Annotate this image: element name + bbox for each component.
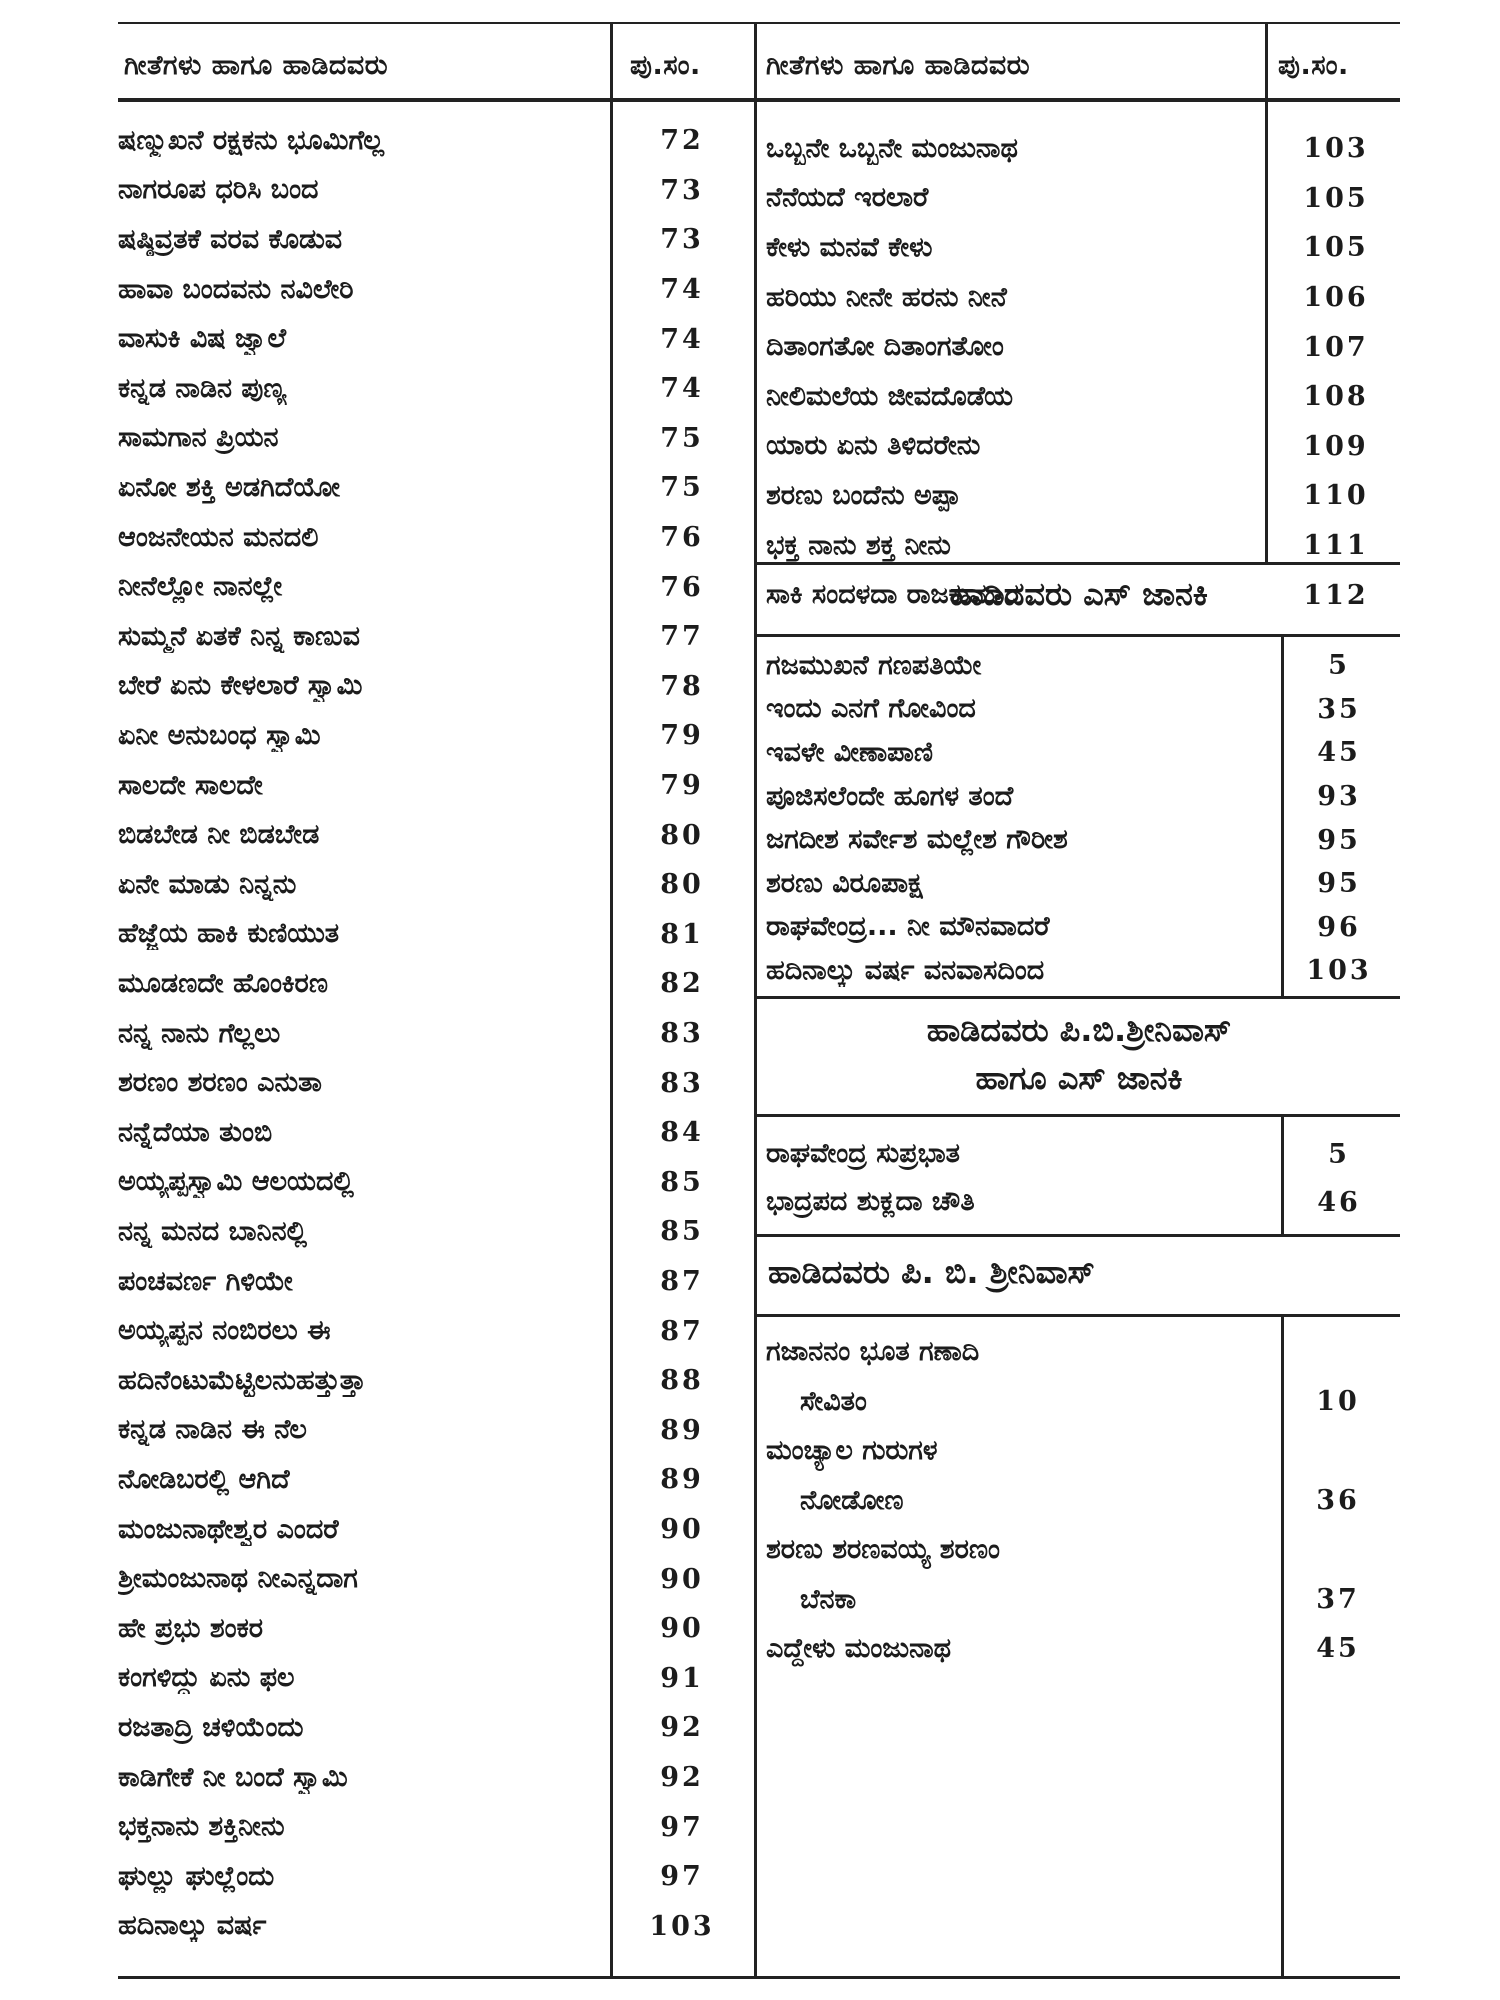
janaki-song-title: ಇವಳೇ ವೀಣಾಪಾಣಿ (766, 736, 934, 768)
left-song-row (118, 1654, 704, 1704)
left-song-page-number: 84 (660, 1117, 704, 1149)
janaki-song-page-number: 96 (1317, 911, 1361, 943)
left-header-page: ಪು.ಸಂ. (630, 50, 701, 81)
right-song-page-number: 105 (1303, 182, 1369, 214)
janaki-song-title: ಶರಣು ವಿರೂಪಾಕ್ಷ (766, 867, 923, 899)
janaki-song-page-number: 35 (1317, 693, 1361, 725)
left-song-page-number: 75 (660, 422, 704, 454)
janaki-song-page-number: 45 (1317, 737, 1361, 769)
left-song-title: ನನ್ನೆದೆಯಾ ತುಂಬಿ (118, 1116, 273, 1148)
left-song-title: ಕಂಗಳಿದ್ದು ಏನು ಫಲ (118, 1662, 295, 1694)
janaki-song-page-number: 5 (1328, 650, 1350, 682)
left-song-title: ಅಯ್ಯಪ್ಪನ ನಂಬಿರಲು ಈ (118, 1315, 331, 1347)
left-song-row (118, 215, 704, 265)
left-song-page-number: 91 (660, 1662, 704, 1694)
section-heading-duet-line1: ಹಾಡಿದವರು ಪಿ.ಬಿ.ಶ್ರೀನಿವಾಸ್ (926, 1011, 1232, 1049)
left-song-title: ಮಂಜುನಾಥೇಶ್ವರ ಎಂದರೆ (118, 1513, 339, 1545)
left-song-row (118, 1753, 704, 1803)
left-song-page-number: 80 (660, 869, 704, 901)
left-song-page-number: 74 (660, 373, 704, 405)
left-song-page-number: 76 (660, 571, 704, 603)
duet-song-title: ಭಾದ್ರಪದ ಶುಕ್ಲದಾ ಚೌತಿ (766, 1186, 975, 1217)
left-song-row (118, 1554, 704, 1604)
section-heading-pbs: ಹಾಡಿದವರು ಪಿ. ಬಿ. ಶ್ರೀನಿವಾಸ್ (768, 1253, 1095, 1291)
right-song-title: ನೆನೆಯದೆ ಇರಲಾರೆ (766, 182, 929, 214)
janaki-song-title: ರಾಘವೇಂದ್ರ... ನೀ ಮೌನವಾದರೆ (766, 911, 1050, 943)
left-song-title: ಸಾಮಗಾನ ಪ್ರಿಯನ (118, 422, 279, 454)
right-song-title: ಭಕ್ತ ನಾನು ಶಕ್ತ ನೀನು (766, 529, 951, 561)
left-song-page-number: 90 (660, 1514, 704, 1546)
left-song-title: ಘುಲ್ಲು ಘುಲ್ಲೆಂದು (118, 1860, 275, 1892)
left-song-page-number: 78 (660, 670, 704, 702)
left-song-row (118, 1703, 704, 1753)
left-song-title: ನೋಡಿಬರಲ್ಲಿ ಆಗಿದೆ (118, 1463, 290, 1495)
left-song-title: ಹದಿನಾಲ್ಕು ವರ್ಷ (118, 1910, 267, 1942)
left-song-page-number: 87 (660, 1266, 704, 1298)
right-song-title: ಯಾರು ಏನು ತಿಳಿದರೇನು (766, 430, 981, 462)
left-song-page-number: 81 (660, 918, 704, 950)
left-header-title: ಗೀತೆಗಳು ಹಾಗೂ ಹಾಡಿದವರು (124, 50, 389, 81)
left-song-row (118, 711, 704, 761)
duet-song-page-number: 5 (1328, 1138, 1350, 1170)
right-song-page-number: 107 (1303, 331, 1369, 363)
left-song-page-number: 73 (660, 224, 704, 256)
left-song-page-number: 90 (660, 1563, 704, 1595)
left-song-page-number: 89 (660, 1414, 704, 1446)
left-song-title: ನಾಗರೂಪ ಧರಿಸಿ ಬಂದ (118, 174, 319, 206)
right-song-page-number: 103 (1303, 133, 1369, 165)
left-song-title: ಏನೋ ಶಕ್ತಿ ಅಡಗಿದೆಯೋ (118, 471, 341, 503)
left-song-row (118, 810, 704, 860)
left-song-page-number: 90 (660, 1613, 704, 1645)
left-song-title: ನೀನೆಲ್ಲೋ ನಾನಲ್ಲೇ (118, 571, 283, 603)
pbs-song-page-number: 45 (1316, 1633, 1360, 1664)
pbs-song-title-line2: ಬೆನಕಾ (800, 1583, 857, 1615)
left-song-page-number: 97 (660, 1811, 704, 1843)
pbs-song-title-line2: ನೋಡೋಣ (800, 1484, 904, 1516)
left-song-page-number: 83 (660, 1067, 704, 1099)
left-song-title: ಪಂಚವರ್ಣ ಗಿಳಿಯೇ (118, 1265, 293, 1297)
janaki-song-page-number: 95 (1317, 868, 1361, 900)
left-song-page-number: 97 (660, 1861, 704, 1893)
janaki-song-page-number: 103 (1306, 955, 1372, 987)
left-song-row (118, 562, 704, 612)
janaki-song-title: ಹದಿನಾಲ್ಕು ವರ್ಷ ವನವಾಸದಿಂದ (766, 954, 1045, 986)
left-song-title: ರಜತಾದ್ರಿ ಚಳಿಯೆಂದು (118, 1711, 304, 1743)
right-song-title: ದಿತಾಂಗತೋ ದಿತಾಂಗತೋಂ (766, 331, 1004, 363)
left-song-title: ಷಣ್ಮುಖನೆ ರಕ್ಷಕನು ಭೂಮಿಗೆಲ್ಲ (118, 124, 384, 156)
right-song-title: ಒಬ್ಬನೇ ಒಬ್ಬನೇ ಮಂಜುನಾಥ (766, 132, 1018, 164)
left-song-row (118, 463, 704, 513)
right-song-page-number: 106 (1303, 282, 1369, 314)
left-song-title: ಕನ್ನಡ ನಾಡಿನ ಈ ನೆಲ (118, 1414, 307, 1446)
left-song-page-number: 74 (660, 323, 704, 355)
left-song-title: ಮೂಡಣದೇ ಹೊಂಕಿರಣ (118, 967, 328, 999)
left-song-row (118, 364, 704, 414)
right-song-page-number: 105 (1303, 232, 1369, 264)
left-song-row (118, 1852, 704, 1902)
janaki-song-title: ಜಗದೀಶ ಸರ್ವೇಶ ಮಲ್ಲೇಶ ಗೌರೀಶ (766, 824, 1068, 856)
left-song-title: ಷಷ್ಠಿವ್ರತಕೆ ವರವ ಕೊಡುವ (118, 223, 343, 255)
left-song-page-number: 92 (660, 1712, 704, 1744)
left-song-page-number: 88 (660, 1365, 704, 1397)
left-song-page-number: 87 (660, 1315, 704, 1347)
left-song-row (118, 1802, 704, 1852)
pbs-song-title-line1: ಶರಣು ಶರಣವಯ್ಯ ಶರಣಂ (766, 1534, 1000, 1565)
left-song-row (118, 1207, 704, 1257)
left-song-page-number: 77 (660, 621, 704, 653)
right-song-title: ನೀಲಿಮಲೆಯ ಜೀವದೊಡೆಯ (766, 380, 1014, 412)
pbs-song-title-line1: ಎದ್ದೇಳು ಮಂಜುನಾಥ (766, 1633, 952, 1664)
left-song-row (118, 1108, 704, 1158)
left-song-row (118, 1009, 704, 1059)
left-song-row (118, 761, 704, 811)
janaki-song-title: ಇಂದು ಎನಗೆ ಗೋವಿಂದ (766, 693, 976, 725)
pbs-song-title-line1: ಮಂಚ್ಯಾಲ ಗುರುಗಳ (766, 1435, 938, 1466)
right-header-title: ಗೀತೆಗಳು ಹಾಗೂ ಹಾಡಿದವರು (766, 50, 1031, 81)
left-song-row (118, 612, 704, 662)
right-song-page-number: 112 (1303, 579, 1369, 611)
left-song-page-number: 85 (660, 1216, 704, 1248)
left-song-row (118, 1356, 704, 1406)
left-song-page-number: 85 (660, 1166, 704, 1198)
left-song-title: ಬೇರೆ ಏನು ಕೇಳಲಾರೆ ಸ್ವಾಮಿ (118, 670, 363, 702)
pbs-song-title-line1: ಗಜಾನನಂ ಭೂತ ಗಣಾದಿ (766, 1336, 980, 1367)
left-song-title: ನನ್ನ ನಾನು ಗೆಲ್ಲಲು (118, 1017, 281, 1049)
duet-song-page-number: 46 (1317, 1186, 1361, 1218)
left-song-title: ಕನ್ನಡ ನಾಡಿನ ಪುಣ್ಯ (118, 372, 287, 404)
left-song-title: ಹೇ ಪ್ರಭು ಶಂಕರ (118, 1612, 264, 1644)
right-song-page-number: 109 (1303, 430, 1369, 462)
left-song-page-number: 76 (660, 522, 704, 554)
left-song-title: ವಾಸುಕಿ ವಿಷ ಜ್ವಾಲೆ (118, 323, 287, 355)
right-song-page-number: 111 (1303, 530, 1369, 562)
pbs-song-list (766, 22, 1400, 1982)
right-song-page-number: 108 (1303, 381, 1369, 413)
left-song-title: ಆಂಜನೇಯನ ಮನದಲಿ (118, 521, 319, 553)
left-song-row (118, 1902, 715, 1952)
right-song-title: ಕೇಳು ಮನವೆ ಕೇಳು (766, 231, 933, 263)
left-song-page-number: 89 (660, 1464, 704, 1496)
left-song-page-number: 73 (660, 174, 704, 206)
left-song-row (118, 1158, 704, 1208)
left-song-page-number: 82 (660, 968, 704, 1000)
left-song-title: ಶ್ರೀಮಂಜುನಾಥ ನೀಎನ್ನದಾಗ (118, 1563, 358, 1595)
janaki-song-title: ಗಜಮುಖನೆ ಗಣಪತಿಯೇ (766, 649, 982, 681)
left-song-row (118, 860, 704, 910)
left-song-title: ಕಾಡಿಗೇಕೆ ನೀ ಬಂದೆ ಸ್ವಾಮಿ (118, 1761, 348, 1793)
pbs-song-page-number: 10 (1316, 1385, 1360, 1417)
left-song-page-number: 75 (660, 472, 704, 504)
left-song-row (118, 513, 704, 563)
left-song-row (118, 414, 704, 464)
right-song-title: ಶರಣು ಬಂದೆನು ಅಪ್ಪಾ (766, 479, 961, 511)
left-song-page-number: 79 (660, 770, 704, 802)
left-song-row (118, 166, 704, 216)
left-song-title: ಸಾಲದೇ ಸಾಲದೇ (118, 769, 263, 801)
janaki-song-title: ಪೂಜಿಸಲೆಂದೇ ಹೂಗಳ ತಂದೆ (766, 780, 1014, 812)
left-song-row (118, 959, 704, 1009)
left-song-row (118, 1505, 704, 1555)
left-song-title: ಶರಣಂ ಶರಣಂ ಎನುತಾ (118, 1067, 322, 1099)
left-song-title: ಬಿಡಬೇಡ ನೀ ಬಿಡಬೇಡ (118, 819, 320, 851)
left-song-row (118, 1455, 704, 1505)
left-song-row (118, 116, 704, 166)
janaki-song-page-number: 95 (1317, 824, 1361, 856)
right-song-title: ಹರಿಯು ನೀನೇ ಹರನು ನೀನೆ (766, 281, 1007, 313)
right-song-title: ಸಾಕಿ ಸಂದಳದಾ ರಾಜಕುಮಾರ (766, 579, 1019, 611)
left-song-row (118, 1306, 704, 1356)
right-header-page: ಪು.ಸಂ. (1278, 50, 1349, 81)
left-song-title: ಸುಮ್ಮನೆ ಏತಕೆ ನಿನ್ನ ಕಾಣುವ (118, 620, 360, 652)
section-heading-duet-line2: ಹಾಗೂ ಎಸ್ ಜಾನಕಿ (975, 1059, 1183, 1097)
duet-song-title: ರಾಘವೇಂದ್ರ ಸುಪ್ರಭಾತ (766, 1138, 960, 1169)
section-heading-janaki: ಹಾಡಿದವರು ಎಸ್ ಜಾನಕಿ (950, 575, 1208, 613)
left-song-page-number: 80 (660, 819, 704, 851)
left-song-page-number: 72 (660, 125, 704, 157)
left-song-page-number: 74 (660, 274, 704, 306)
left-song-row (118, 1058, 704, 1108)
left-song-row (118, 265, 704, 315)
left-song-row (118, 1604, 704, 1654)
center-divider (754, 22, 757, 1977)
left-song-title: ಏನೇ ಮಾಡು ನಿನ್ನನು (118, 868, 297, 900)
left-song-page-number: 79 (660, 720, 704, 752)
left-song-page-number: 103 (649, 1910, 715, 1942)
left-song-title: ಹೆಜ್ಜೆಯ ಹಾಕಿ ಕುಣಿಯುತ (118, 918, 340, 950)
pbs-song-page-number: 37 (1316, 1583, 1360, 1615)
left-song-title: ಭಕ್ತನಾನು ಶಕ್ತಿನೀನು (118, 1811, 285, 1843)
left-song-row (118, 1406, 704, 1456)
left-song-title: ನನ್ನ ಮನದ ಬಾನಿನಲ್ಲಿ (118, 1215, 308, 1247)
left-song-row (118, 314, 704, 364)
left-song-title: ಏನೀ ಅನುಬಂಧ ಸ್ವಾಮಿ (118, 719, 321, 751)
pbs-song-title-line2: ಸೇವಿತಂ (800, 1385, 867, 1417)
left-song-row (118, 1257, 704, 1307)
pbs-song-page-number: 36 (1316, 1484, 1360, 1516)
song-index-page (118, 22, 1400, 1982)
left-song-page-number: 92 (660, 1762, 704, 1794)
left-song-page-number: 83 (660, 1018, 704, 1050)
left-song-list (118, 22, 738, 1982)
left-song-title: ಹದಿನೆಂಟುಮೆಟ್ಟಿಲನುಹತ್ತುತ್ತಾ (118, 1364, 366, 1396)
left-song-title: ಹಾವಾ ಬಂದವನು ನವಿಲೇರಿ (118, 273, 354, 305)
janaki-song-page-number: 93 (1317, 781, 1361, 813)
right-song-page-number: 110 (1303, 480, 1369, 512)
left-song-row (118, 662, 704, 712)
left-song-title: ಅಯ್ಯಪ್ಪಸ್ವಾಮಿ ಆಲಯದಲ್ಲಿ (118, 1166, 354, 1198)
left-song-row (118, 910, 704, 960)
bottom-rule (118, 1976, 1400, 1979)
